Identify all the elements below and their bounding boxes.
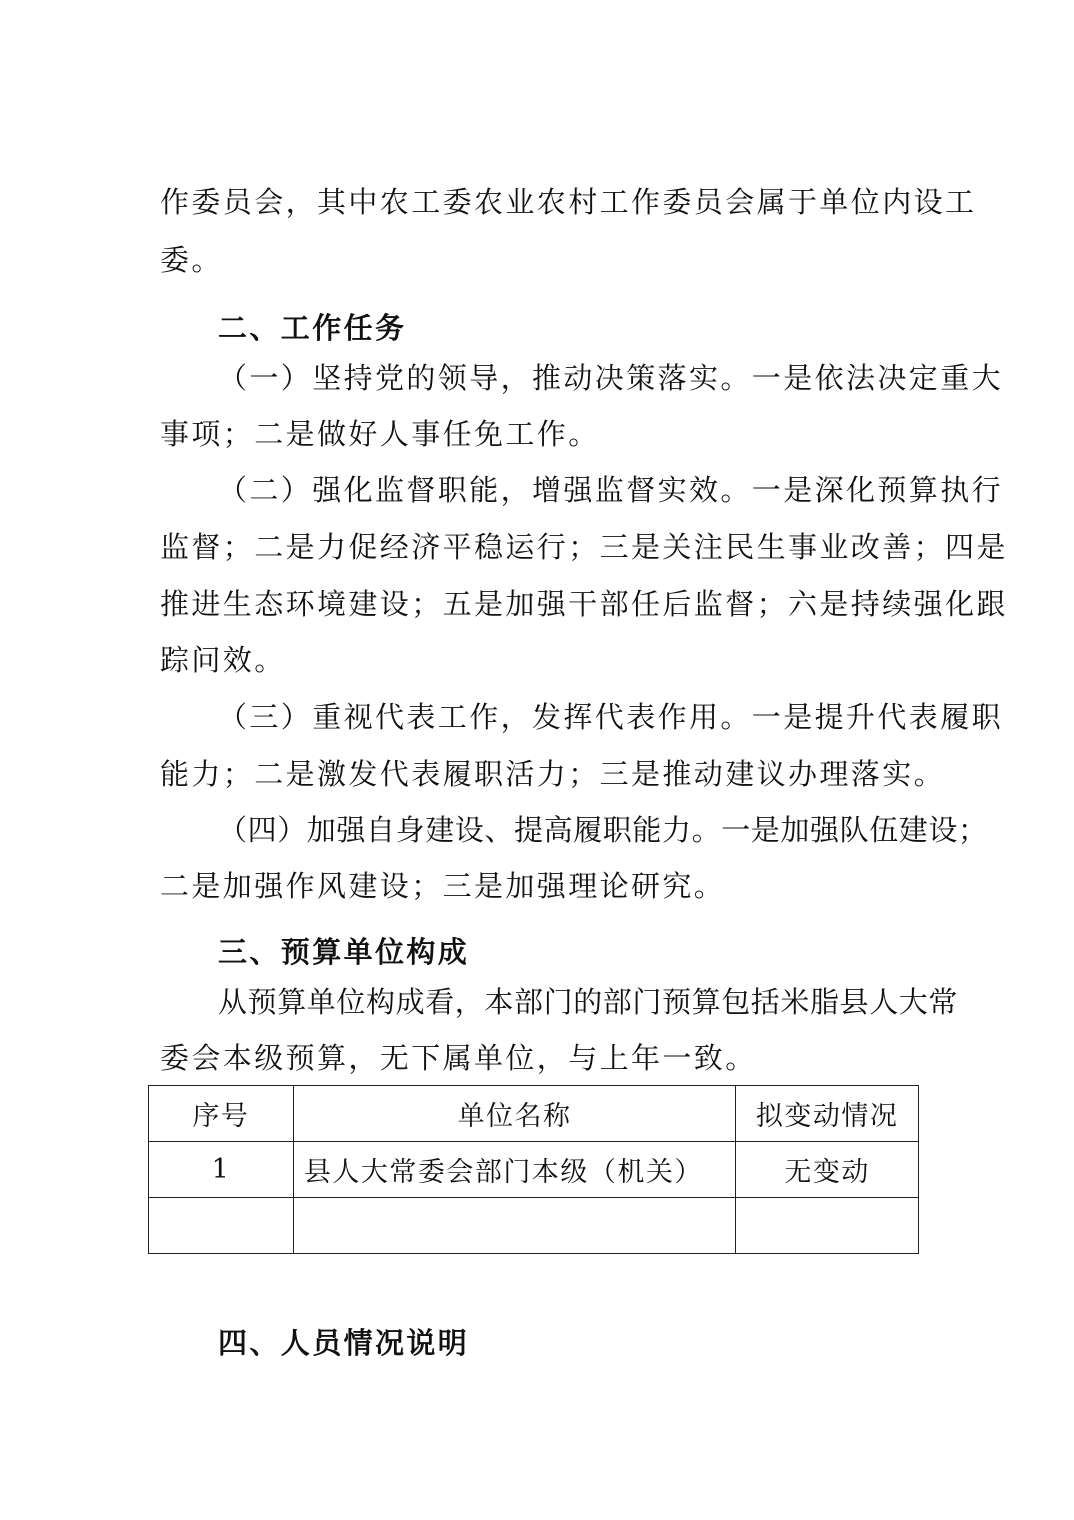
paragraph-line: （一）坚持党的领导，推动决策落实。一是依法决定重大 bbox=[218, 361, 1004, 395]
paragraph-line: （二）强化监督职能，增强监督实效。一是深化预算执行 bbox=[218, 473, 1004, 507]
paragraph-line: （三）重视代表工作，发挥代表作用。一是提升代表履职 bbox=[218, 700, 1004, 734]
paragraph-line: 事项；二是做好人事任免工作。 bbox=[160, 417, 600, 451]
section-heading-work-tasks: 二、工作任务 bbox=[218, 311, 407, 345]
table-row bbox=[149, 1198, 919, 1254]
paragraph-line: 作委员会，其中农工委农业农村工作委员会属于单位内设工 bbox=[160, 185, 977, 219]
table-row bbox=[149, 1142, 919, 1198]
section-heading-budget-units: 三、预算单位构成 bbox=[218, 935, 470, 969]
paragraph-line: 委会本级预算，无下属单位，与上年一致。 bbox=[160, 1041, 757, 1075]
paragraph-line: 委。 bbox=[160, 243, 223, 277]
paragraph-line: 二是加强作风建设；三是加强理论研究。 bbox=[160, 869, 726, 903]
table-header-cell: 序号 bbox=[149, 1086, 294, 1142]
table-cell: 1 bbox=[149, 1142, 294, 1198]
paragraph-line: 从预算单位构成看，本部门的部门预算包括米脂县人大常 bbox=[218, 985, 959, 1019]
section-heading-staff: 四、人员情况说明 bbox=[218, 1326, 470, 1360]
paragraph-line: 能力；二是激发代表履职活力；三是推动建议办理落实。 bbox=[160, 757, 946, 791]
paragraph-line: 监督；二是力促经济平稳运行；三是关注民生事业改善；四是 bbox=[160, 530, 1008, 564]
paragraph-line: 踪问效。 bbox=[160, 643, 286, 677]
table-cell: 无变动 bbox=[736, 1142, 919, 1198]
table-header-cell: 单位名称 bbox=[293, 1086, 735, 1142]
budget-units-table bbox=[148, 1085, 919, 1254]
table-cell: 县人大常委会部门本级（机关） bbox=[293, 1142, 735, 1198]
paragraph-line: 推进生态环境建设；五是加强干部任后监督；六是持续强化跟 bbox=[160, 587, 1008, 621]
table-cell bbox=[736, 1198, 919, 1254]
table-header-row bbox=[149, 1086, 919, 1142]
paragraph-line: （四）加强自身建设、提高履职能力。一是加强队伍建设； bbox=[218, 813, 988, 847]
table-header-cell: 拟变动情况 bbox=[736, 1086, 919, 1142]
table-cell bbox=[293, 1198, 735, 1254]
table-cell bbox=[149, 1198, 294, 1254]
